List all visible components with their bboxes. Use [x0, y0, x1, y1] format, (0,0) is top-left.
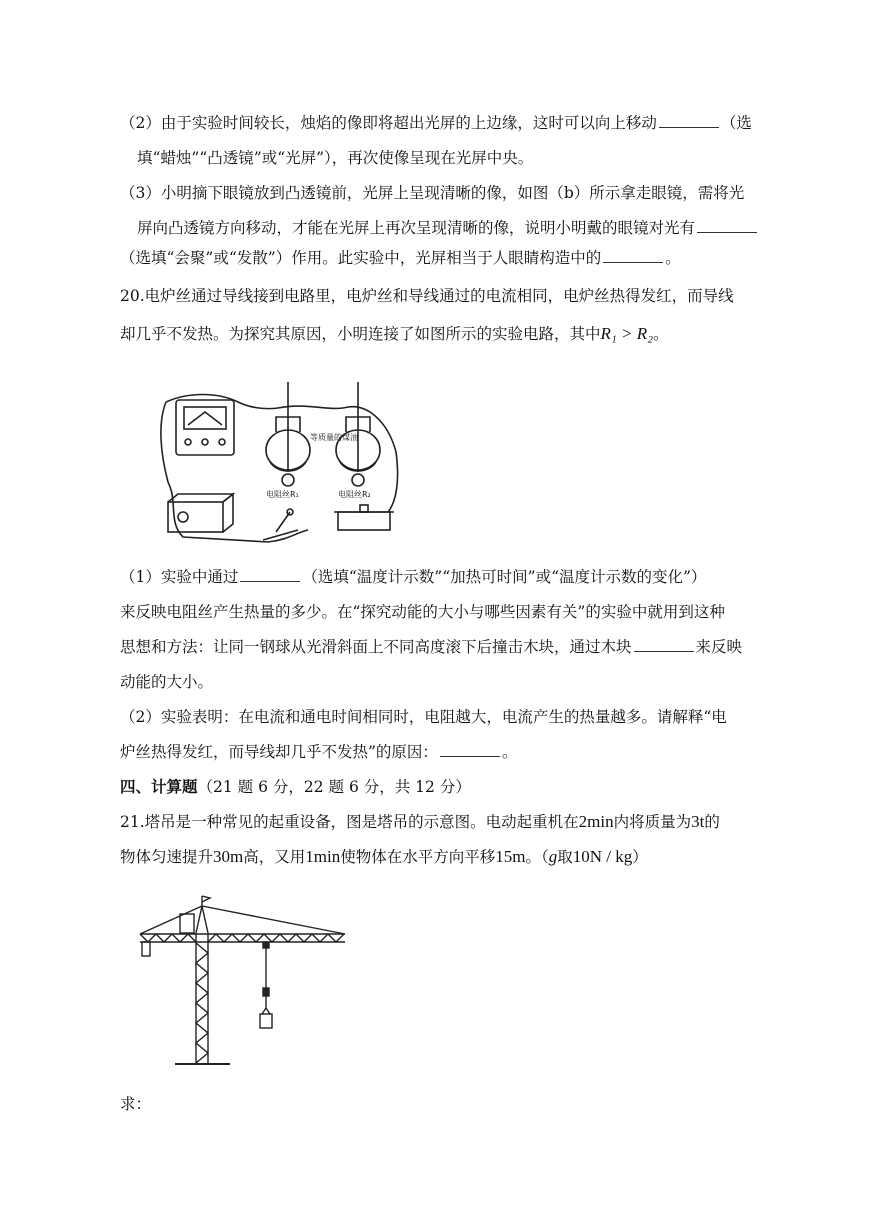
- answer-blank[interactable]: [659, 113, 719, 128]
- q20-part1-line3: 思想和方法：让同一钢球从光滑斜面上不同高度滚下后撞击木块，通过木块 来反映: [120, 638, 743, 656]
- section-note: （21 题 6 分，22 题 6 分，共 12 分）: [197, 778, 471, 796]
- resistance-inequality: R₁ > R₂: [600, 324, 654, 343]
- answer-blank[interactable]: [603, 248, 663, 263]
- figure-label-r2: 电阻丝R₂: [338, 490, 371, 499]
- answer-blank[interactable]: [440, 742, 500, 757]
- answer-blank[interactable]: [634, 637, 694, 652]
- q20-part1-line4: 动能的大小。: [120, 673, 214, 691]
- q20-part1-line1: （1）实验中通过 （选填“温度计示数”“加热可时间”或“温度计示数的变化”）: [120, 568, 707, 586]
- q21-line2: 物体匀速提升30m高，又用1min使物体在水平方向平移15m。（g取10N / kg）: [120, 847, 648, 866]
- q21-ask: 求：: [120, 1095, 152, 1113]
- q20-part2-line2: 炉丝热得发红，而导线却几乎不发热”的原因： 。: [120, 743, 518, 761]
- q19-part3-line2: 屏向凸透镜方向移动，才能在光屏上再次呈现清晰的像，说明小明戴的眼镜对光有: [137, 217, 759, 239]
- section-title: 四、计算题: [120, 777, 198, 796]
- figure-label-kerosene: 等质量的煤油: [310, 433, 358, 442]
- q19-part3-line3: （选填“会聚”或“发散”）作用。此实验中，光屏相当于人眼睛构造中的 。: [120, 249, 681, 267]
- section4-heading: [120, 776, 471, 798]
- q20-part1-line2: 来反映电阻丝产生热量的多少。在“探究动能的大小与哪些因素有关”的实验中就用到这种: [120, 603, 725, 621]
- tower-crane-figure: [130, 888, 350, 1070]
- q19-part2-line2: 填“蜡烛”“凸透镜”或“光屏”），再次使像呈现在光屏中央。: [137, 149, 534, 167]
- q19-part3-line1: （3）小明摘下眼镜放到凸透镜前，光屏上呈现清晰的像，如图（b）所示拿走眼镜，需将光: [120, 184, 745, 202]
- q19-part2-line1: （2）由于实验时间较长，烛焰的像即将超出光屏的上边缘，这时可以向上移动 （选: [120, 114, 752, 132]
- q20-intro-line2: 却几乎不发热。为探究其原因，小明连接了如图所示的实验电路，其中R₁ > R₂。: [120, 324, 669, 343]
- q20-part2-line1: （2）实验表明：在电流和通电时间相同时，电阻越大，电流产生的热量越多。请解释“电: [120, 708, 727, 726]
- figure-label-r1: 电阻丝R₁: [266, 490, 299, 499]
- answer-blank[interactable]: [240, 567, 300, 582]
- q21-line1: 21.塔吊是一种常见的起重设备，图是塔吊的示意图。电动起重机在2min内将质量为3t的: [120, 812, 720, 831]
- q20-intro-line1: 20.电炉丝通过导线接到电路里，电炉丝和导线通过的电流相同，电炉丝热得发红，而导线: [120, 287, 734, 305]
- answer-blank[interactable]: [697, 218, 757, 233]
- circuit-figure: [148, 362, 410, 552]
